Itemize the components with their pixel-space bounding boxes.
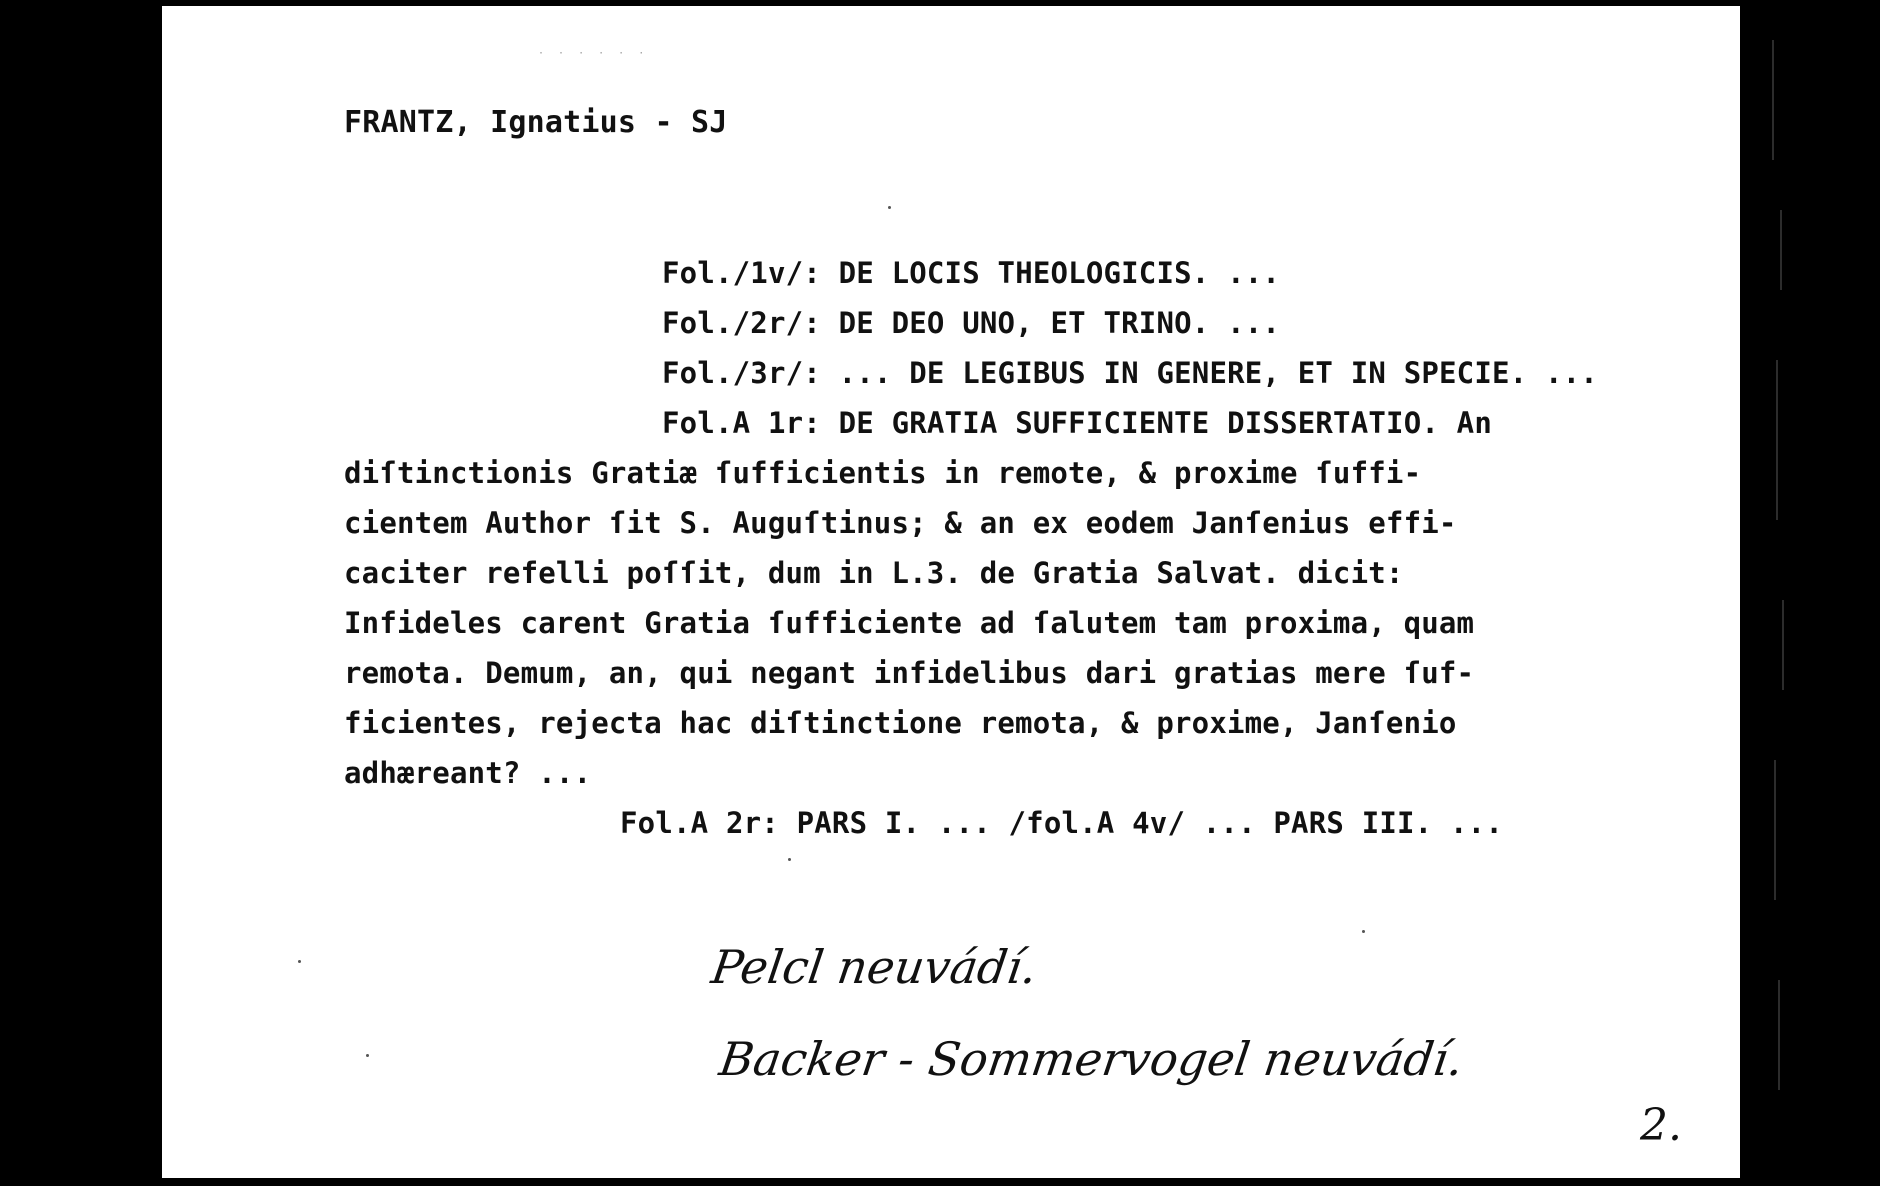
paragraph-line: diſtinctionis Gratiæ ſufficientis in remote, & proxime ſuffi- <box>344 456 1422 490</box>
folio-line: Fol./2r/: DE DEO UNO, ET TRINO. ... <box>662 306 1281 340</box>
folio-line: Fol./1v/: DE LOCIS THEOLOGICIS. ... <box>662 256 1281 290</box>
paragraph-line: caciter refelli poſſit, dum in L.3. de Gratia Salvat. dicit: <box>344 556 1404 590</box>
paragraph-line: cientem Author ſit S. Auguſtinus; & an ex eodem Janſenius effi- <box>344 506 1457 540</box>
handwritten-note: Pelcl neuvádí. <box>708 940 1041 994</box>
paragraph-line: ficientes, rejecta hac diſtinctione remota, & proxime, Janſenio <box>344 706 1457 740</box>
paragraph-line: Infideles carent Gratia ſufficiente ad ſalutem tam proxima, quam <box>344 606 1475 640</box>
scan-border <box>1742 0 1880 1186</box>
paragraph-line: adhæreant? ... <box>344 756 592 790</box>
card-header: FRANTZ, Ignatius - SJ <box>344 105 728 140</box>
speck <box>366 1054 369 1057</box>
speck <box>1362 930 1365 933</box>
speck <box>788 858 791 861</box>
speck <box>298 960 301 963</box>
folio-line-last: Fol.A 2r: PARS I. ... /fol.A 4v/ ... PARS III. ... <box>620 806 1503 840</box>
folio-line: Fol./3r/: ... DE LEGIBUS IN GENERE, ET IN SPECIE. ... <box>662 356 1598 390</box>
faint-stamp: · · · · · · <box>538 48 649 59</box>
page-number: 2. <box>1640 1100 1682 1151</box>
handwritten-note: Backer - Sommervogel neuvádí. <box>716 1032 1467 1086</box>
speck <box>888 206 891 209</box>
paragraph-line: remota. Demum, an, qui negant infidelibus dari gratias mere ſuf- <box>344 656 1475 690</box>
folio-line: Fol.A 1r: DE GRATIA SUFFICIENTE DISSERTATIO. An <box>662 406 1492 440</box>
